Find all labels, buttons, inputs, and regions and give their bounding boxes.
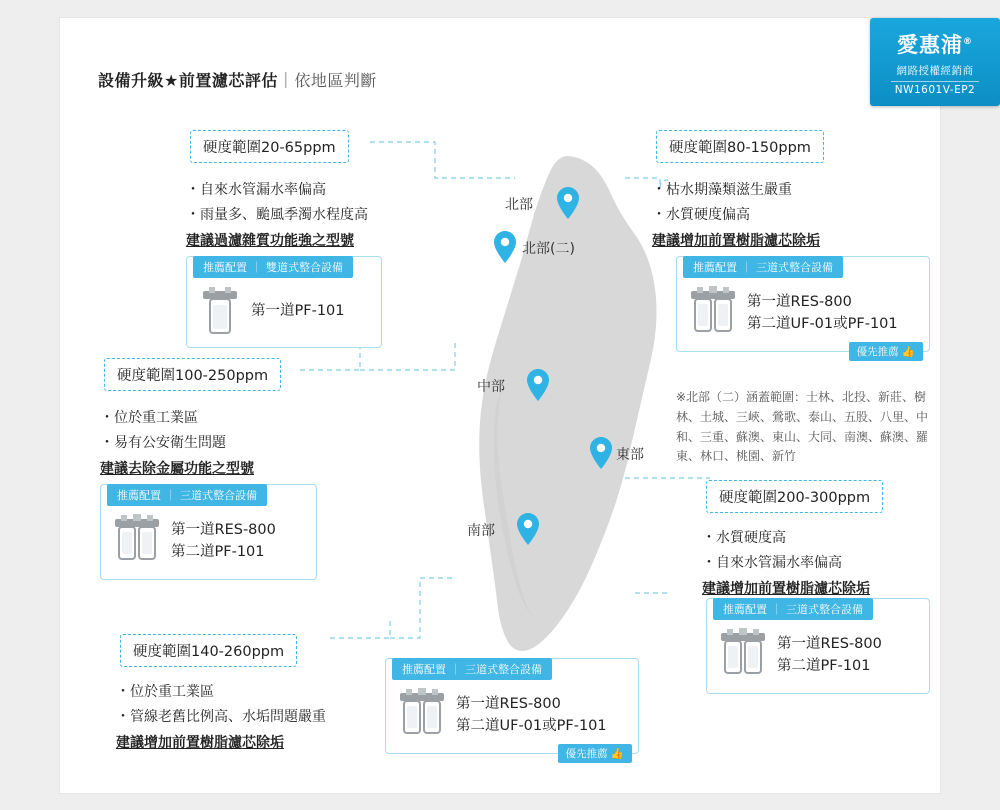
pin-central-label: 中部 xyxy=(477,379,505,395)
priority-badge: 優先推薦 👍 xyxy=(849,342,923,361)
card-lines xyxy=(251,301,345,323)
water-filter-icon xyxy=(717,627,769,685)
water-filter-icon xyxy=(687,285,739,343)
region-northwest-card xyxy=(186,256,382,348)
region-south-card xyxy=(385,658,639,760)
card-lines xyxy=(777,634,882,678)
card-line: 第一道RES-800 xyxy=(171,522,276,539)
card-line: 第一道RES-800 xyxy=(777,636,882,653)
bullet: ・自來水管漏水率偏高 xyxy=(186,182,326,198)
region-south-hardness: 硬度範圍140-260ppm xyxy=(120,634,297,667)
card-line: 第一道RES-800 xyxy=(456,696,561,713)
card-caption: 推薦配置 ｜ 三道式整合設備 xyxy=(683,256,843,278)
region-northwest-bullets xyxy=(186,178,368,254)
bullet: ・位於重工業區 xyxy=(116,684,214,700)
poster-page xyxy=(60,18,976,793)
bullet: ・易有公安衛生問題 xyxy=(100,434,226,451)
priority-badge: 優先推薦 👍 xyxy=(558,744,632,763)
bullet: ・水質硬度高 xyxy=(702,530,786,546)
region-northwest-hardness: 硬度範圍20-65ppm xyxy=(190,130,349,163)
bullet: ・管線老舊比例高、水垢問題嚴重 xyxy=(116,708,326,725)
card-caption: 推薦配置 ｜ 三道式整合設備 xyxy=(107,484,267,506)
region-west-bullets xyxy=(100,406,254,482)
pin-central-icon xyxy=(525,368,551,402)
region-northeast-hardness: 硬度範圍80-150ppm xyxy=(656,130,824,163)
pin-north-label: 北部 xyxy=(505,197,533,213)
page-title-main: 設備升級★前置濾芯評估 xyxy=(98,71,278,90)
water-filter-icon xyxy=(396,687,448,745)
card-caption: 推薦配置 ｜ 三道式整合設備 xyxy=(713,598,873,620)
bullet: ・雨量多、颱風季濁水程度高 xyxy=(186,206,368,223)
region-west-hardness: 硬度範圍100-250ppm xyxy=(104,358,281,391)
card-body xyxy=(386,681,638,745)
bullet: ・位於重工業區 xyxy=(100,410,198,426)
region-northwest-recommendation: 建議過濾雜質功能強之型號 xyxy=(186,233,354,249)
card-line: 第一道RES-800 xyxy=(747,294,852,311)
brand-model-code: NW1601V-EP2 xyxy=(891,81,979,96)
page-title-separator: ｜ xyxy=(277,71,295,90)
water-filter-icon xyxy=(197,285,243,339)
bullet: ・水質硬度偏高 xyxy=(652,206,750,223)
card-lines xyxy=(747,292,898,336)
region-northeast-bullets xyxy=(652,178,820,254)
bullet: ・枯水期藻類滋生嚴重 xyxy=(652,182,792,198)
region-northeast-recommendation: 建議增加前置樹脂濾芯除垢 xyxy=(652,233,820,249)
pin-east-label: 東部 xyxy=(616,447,644,463)
registered-icon: ® xyxy=(963,37,973,47)
card-line: 第二道PF-101 xyxy=(171,544,265,560)
card-caption: 推薦配置 ｜ 雙道式整合設備 xyxy=(193,256,353,278)
card-line: 第二道UF-01或PF-101 xyxy=(747,316,898,332)
page-title-sub: 依地區判斷 xyxy=(294,71,377,90)
bullet: ・自來水管漏水率偏高 xyxy=(702,554,842,571)
region-east-hardness: 硬度範圍200-300ppm xyxy=(706,480,883,513)
region-northeast-card xyxy=(676,256,930,358)
pin-north2-label: 北部(二) xyxy=(522,241,575,257)
pin-south-icon xyxy=(515,512,541,546)
water-filter-icon xyxy=(111,513,163,571)
card-body xyxy=(677,279,929,343)
card-line: 第二道PF-101 xyxy=(777,658,871,674)
coverage-note: ※北部（二）涵蓋範圍：士林、北投、新莊、樹林、土城、三峽、鶯歌、泰山、五股、八里、中和、三重、蘇澳、東山、大同、南澳、蘇澳、羅東、林口、桃園、新竹 xyxy=(676,390,929,464)
region-west-recommendation: 建議去除金屬功能之型號 xyxy=(100,461,254,477)
pin-south-label: 南部 xyxy=(467,523,495,539)
card-line: 第二道UF-01或PF-101 xyxy=(456,718,607,734)
region-south-bullets xyxy=(116,680,326,756)
region-east-recommendation: 建議增加前置樹脂濾芯除垢 xyxy=(702,581,870,597)
pin-north2-icon xyxy=(492,230,518,264)
brand-logo: 愛惠浦® xyxy=(897,33,973,57)
card-lines xyxy=(171,520,276,564)
region-south-recommendation: 建議增加前置樹脂濾芯除垢 xyxy=(116,735,284,751)
card-line: 第一道PF-101 xyxy=(251,303,345,320)
region-east-card xyxy=(706,598,930,694)
pin-north-icon xyxy=(555,186,581,220)
card-caption: 推薦配置 ｜ 三道式整合設備 xyxy=(392,658,552,680)
region-east-bullets xyxy=(702,526,870,602)
pin-east-icon xyxy=(588,436,614,470)
card-body xyxy=(707,621,929,685)
card-body xyxy=(187,279,381,339)
region-west-card xyxy=(100,484,317,580)
card-lines xyxy=(456,694,607,738)
brand-authorized-label: 網路授權經銷商 xyxy=(896,65,974,77)
card-body xyxy=(101,507,316,571)
